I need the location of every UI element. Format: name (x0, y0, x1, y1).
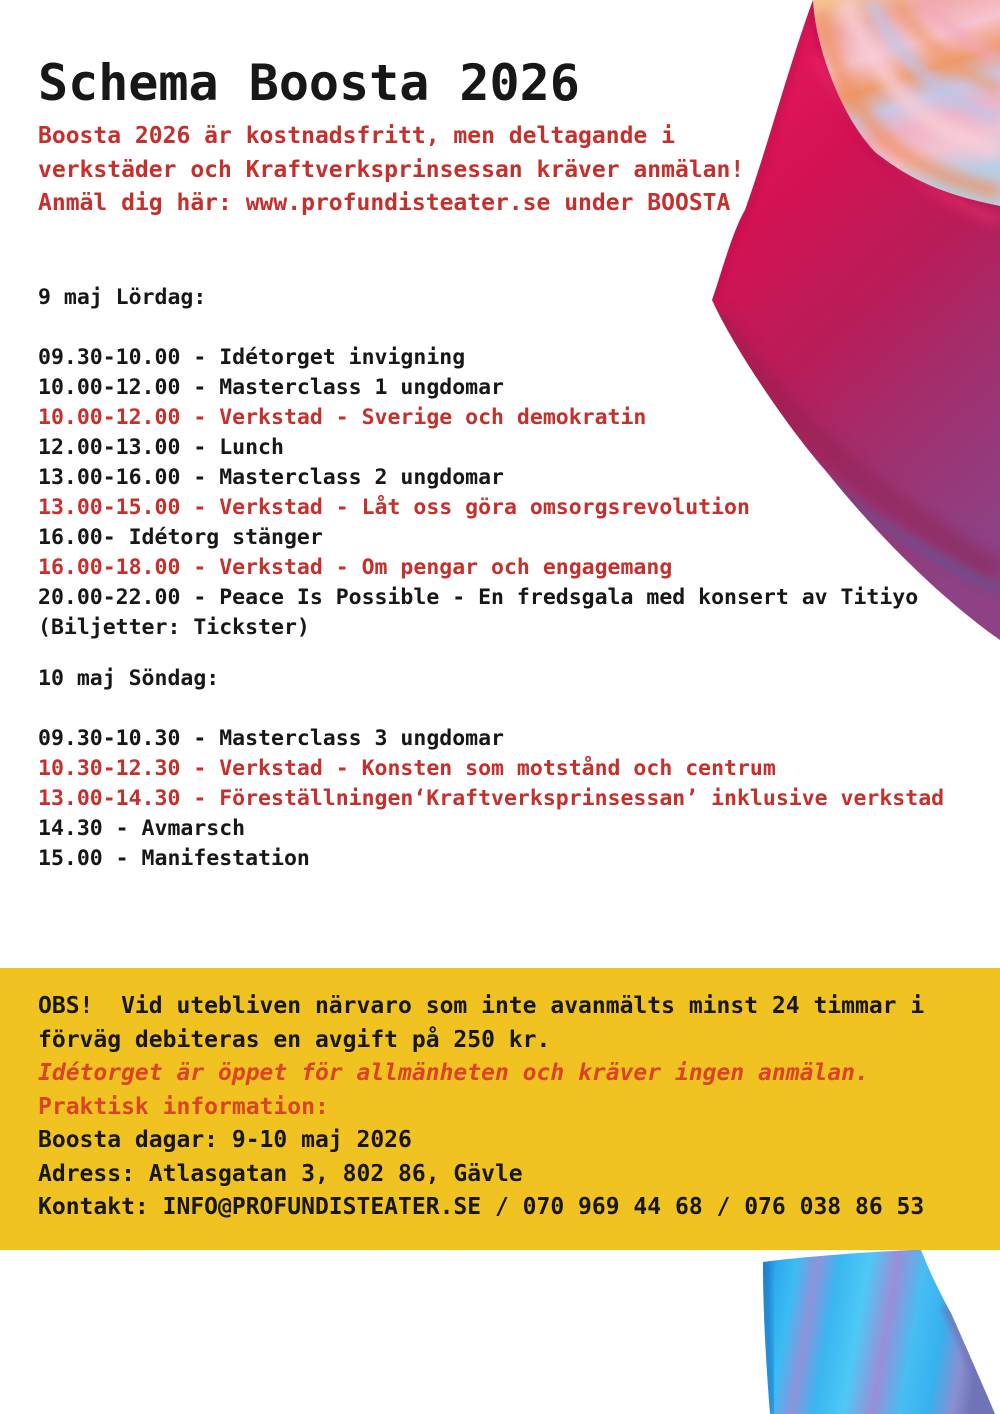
notice-box (0, 968, 1000, 1250)
event-row: 09.30-10.00 - Idétorget invigning (38, 345, 466, 370)
event-row: 10.30-12.30 - Verkstad - Konsten som motstånd och centrum (38, 756, 776, 781)
notice-line: Kontakt: INFO@PROFUNDISTEATER.SE / 070 969 44 68 / 076 038 86 53 (38, 1194, 925, 1220)
event-row: 16.00-18.00 - Verkstad - Om pengar och engagemang (38, 555, 673, 580)
intro-line: Boosta 2026 är kostnadsfritt, men deltagande i (38, 123, 675, 149)
notice-line: Praktisk information: (38, 1093, 329, 1120)
event-row: 15.00 - Manifestation (38, 846, 310, 871)
event-row: 16.00- Idétorg stänger (38, 525, 323, 550)
event-row: 12.00-13.00 - Lunch (38, 435, 284, 460)
day-heading: 10 maj Söndag: (38, 666, 220, 691)
event-row: 13.00-15.00 - Verkstad - Låt oss göra omsorgsrevolution (38, 495, 750, 520)
event-row: 14.30 - Avmarsch (38, 816, 246, 841)
schedule (38, 283, 944, 874)
intro-text (38, 120, 744, 221)
event-row: 10.00-12.00 - Verkstad - Sverige och demokratin (38, 405, 647, 430)
notice-line: Boosta dagar: 9-10 maj 2026 (38, 1127, 412, 1153)
event-row: 10.00-12.00 - Masterclass 1 ungdomar (38, 375, 504, 400)
notice-text (38, 990, 924, 1225)
event-list (38, 724, 944, 874)
event-row: 09.30-10.30 - Masterclass 3 ungdomar (38, 726, 504, 751)
event-row: 13.00-14.30 - Föreställningen‘Kraftverksprinsessan’ inklusive verkstad (38, 786, 945, 811)
notice-line: förväg debiteras en avgift på 250 kr. (38, 1026, 551, 1053)
notice-line: OBS! Vid utebliven närvaro som inte avanmälts minst 24 timmar i (38, 993, 925, 1019)
event-row: (Biljetter: Tickster) (38, 615, 310, 640)
day-heading: 9 maj Lördag: (38, 285, 207, 310)
intro-line: verkstäder och Kraftverksprinsessan kräver anmälan! (38, 156, 745, 183)
event-row: 13.00-16.00 - Masterclass 2 ungdomar (38, 465, 504, 490)
page-title: Schema Boosta 2026 (38, 54, 580, 112)
intro-line: Anmäl dig här: www.profundisteater.se under BOOSTA (38, 190, 731, 216)
notice-line: Idétorget är öppet för allmänheten och kräver ingen anmälan. (38, 1060, 869, 1086)
event-list (38, 343, 944, 643)
event-row: 20.00-22.00 - Peace Is Possible - En fredsgala med konsert av Titiyo (38, 585, 919, 610)
notice-line: Adress: Atlasgatan 3, 802 86, Gävle (38, 1160, 523, 1187)
